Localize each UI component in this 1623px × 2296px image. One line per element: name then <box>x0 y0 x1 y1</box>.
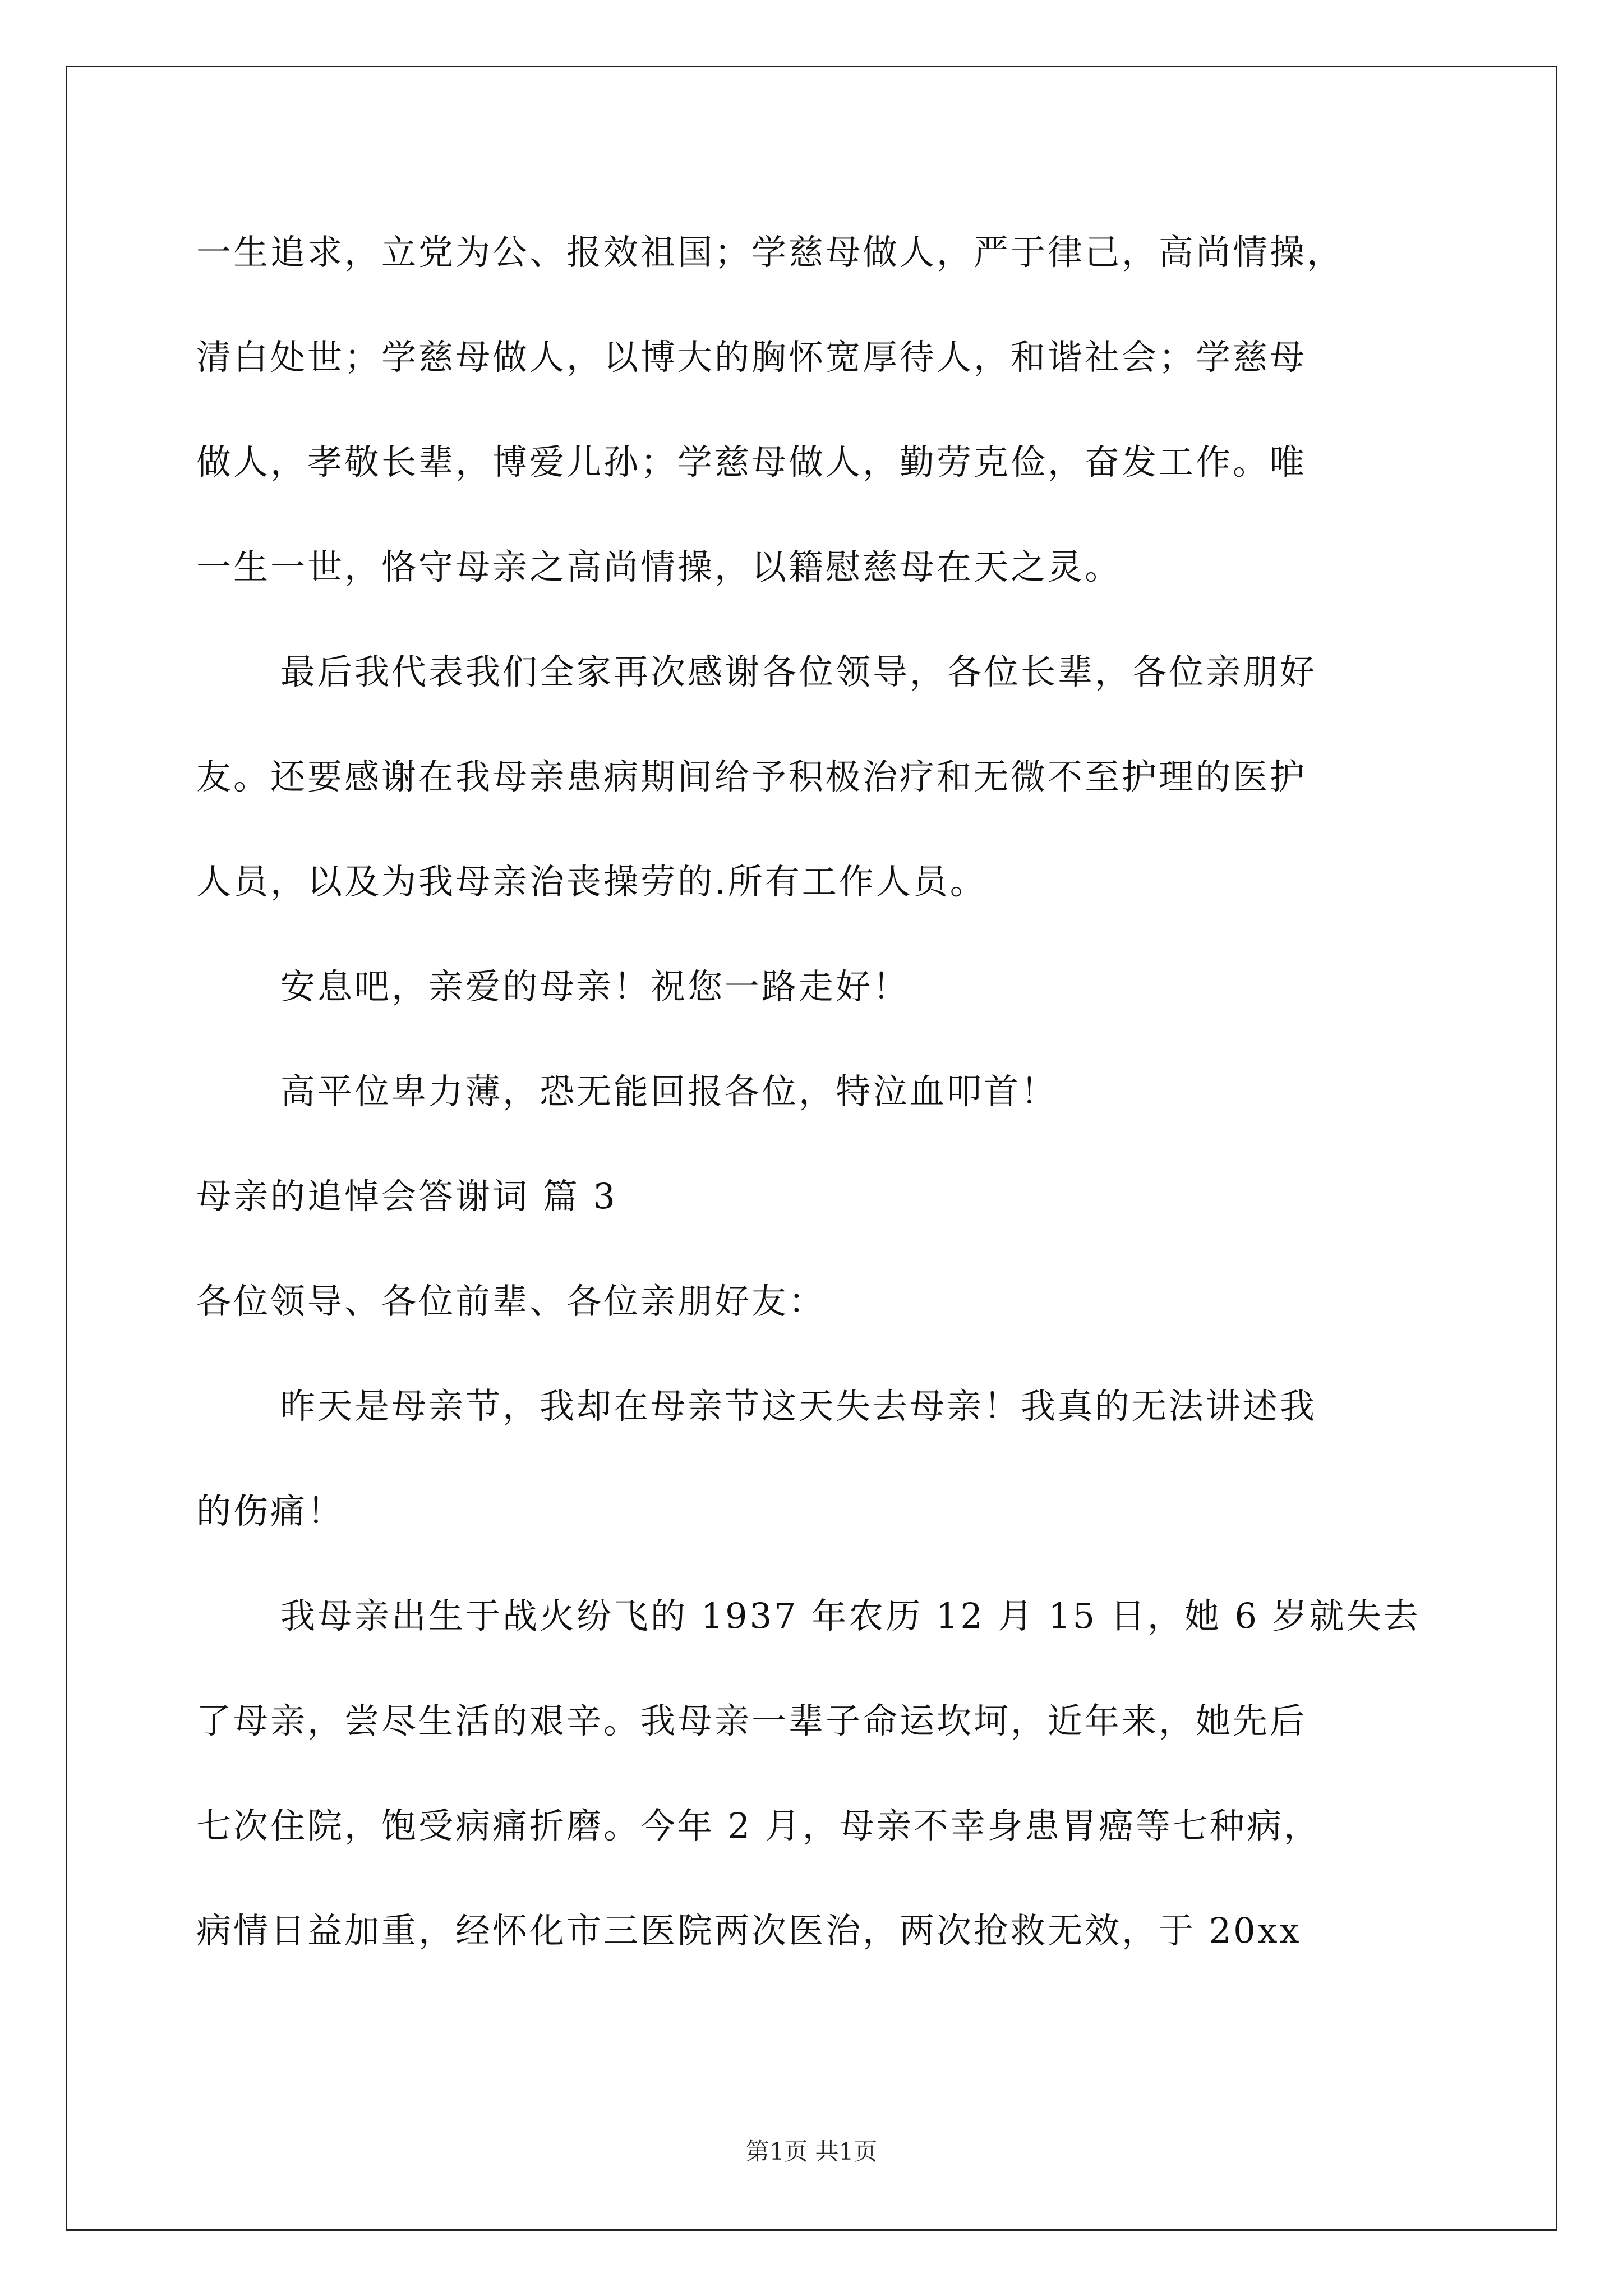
salutation: 各位领导、各位前辈、各位亲朋好友： <box>196 1281 826 1322</box>
text-line-1: 一生追求，立党为公、报效祖国；学慈母做人，严于律己，高尚情操， <box>196 232 1344 273</box>
text-line-14: 我母亲出生于战火纷飞的 1937 年农历 12 月 15 日，她 6 岁就失去 <box>280 1595 1421 1636</box>
text-line-17: 病情日益加重，经怀化市三医院两次医治，两次抢救无效，于 20xx <box>196 1910 1302 1951</box>
section-heading: 母亲的追悼会答谢词 篇 3 <box>196 1176 617 1217</box>
page-footer: 第1页 共1页 <box>745 2138 878 2165</box>
text-line-16: 七次住院，饱受病痛折磨。今年 2 月，母亲不幸身患胃癌等七种病， <box>196 1805 1321 1846</box>
text-line-13: 的伤痛！ <box>196 1490 345 1531</box>
text-line-15: 了母亲，尝尽生活的艰辛。我母亲一辈子命运坎坷，近年来，她先后 <box>196 1700 1307 1741</box>
text-line-3: 做人，孝敬长辈，博爱儿孙；学慈母做人，勤劳克俭，奋发工作。唯 <box>196 441 1307 482</box>
text-line-9: 高平位卑力薄，恐无能回报各位，特泣血叩首！ <box>280 1071 1058 1112</box>
text-line-12: 昨天是母亲节，我却在母亲节这天失去母亲！我真的无法讲述我 <box>280 1386 1317 1427</box>
text-line-4: 一生一世，恪守母亲之高尚情操，以籍慰慈母在天之灵。 <box>196 546 1122 587</box>
text-line-6: 友。还要感谢在我母亲患病期间给予积极治疗和无微不至护理的医护 <box>196 756 1307 797</box>
text-line-5: 最后我代表我们全家再次感谢各位领导，各位长辈，各位亲朋好 <box>280 651 1317 692</box>
text-line-8: 安息吧，亲爱的母亲！祝您一路走好！ <box>280 966 910 1007</box>
text-line-2: 清白处世；学慈母做人，以博大的胸怀宽厚待人，和谐社会；学慈母 <box>196 337 1307 378</box>
page-border <box>66 66 1557 2231</box>
text-line-7: 人员，以及为我母亲治丧操劳的.所有工作人员。 <box>196 861 987 902</box>
